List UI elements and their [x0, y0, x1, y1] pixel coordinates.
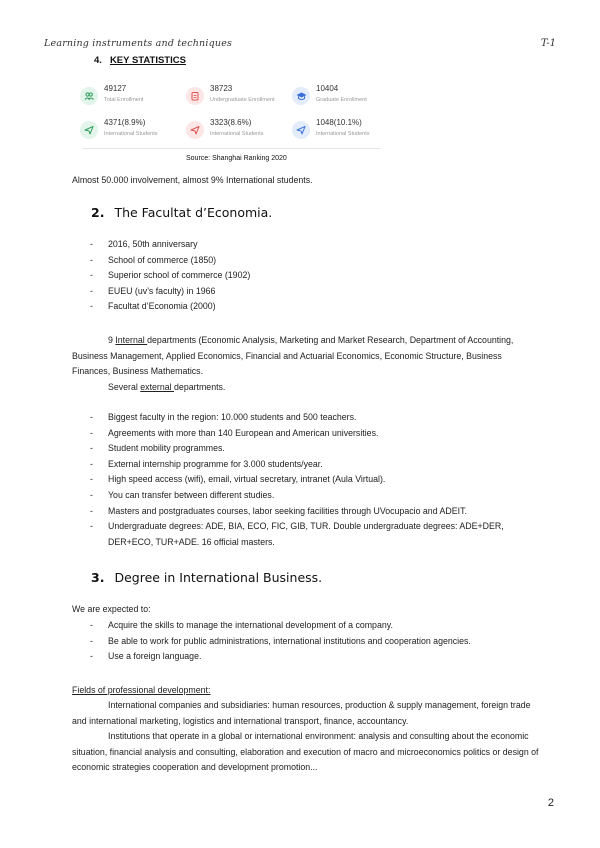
stat-value: 4371(8.9%)	[104, 118, 146, 127]
section-number: 2.	[91, 205, 105, 220]
faculty-history-list	[90, 237, 530, 315]
graduation-cap-icon	[292, 87, 310, 105]
external-departments	[108, 380, 225, 396]
list-item: - You can transfer between different studies.	[90, 488, 540, 504]
stat-label: Graduate Enrollment	[316, 97, 367, 103]
departments-list: departments (Economic Analysis, Marketing and Market Research, Department of Accounting, Business Management, Applied Economics, Financial and Actuarial Economics, Economic Structure, Business Finances, Business Mathematics.	[72, 335, 514, 377]
fields-heading: Fields of professional development:	[72, 685, 211, 695]
stats-source: Source: Shanghai Ranking 2020	[186, 155, 287, 162]
fields-paragraph-1: International companies and subsidiaries: human resources, production & supply management, foreign trade and international marketing, logistics and international transport, finance, accountancy.	[72, 700, 531, 726]
list-item: - Use a foreign language.	[90, 649, 540, 665]
stat-value: 38723	[210, 84, 233, 93]
users-icon	[80, 87, 98, 105]
list-item: - Be able to work for public administrations, international institutions and cooperation agencies.	[90, 634, 540, 650]
departments-paragraph	[72, 333, 534, 380]
section-title: The Facultat d’Economia.	[114, 205, 273, 220]
stat-label: International Students	[316, 131, 370, 137]
clipboard-icon	[186, 87, 204, 105]
list-item: - Student mobility programmes.	[90, 441, 540, 457]
key-statistics-panel	[80, 84, 380, 148]
external-word: external	[140, 382, 175, 392]
list-item: - Facultat d’Economia (2000)	[90, 299, 530, 315]
stat-value: 3323(8.6%)	[210, 118, 252, 127]
expectations-intro: We are expected to:	[72, 604, 151, 614]
plane-icon	[186, 121, 204, 139]
list-item: - 2016, 50th anniversary	[90, 237, 530, 253]
departments-count: 9	[108, 335, 116, 345]
external-prefix: Several	[108, 382, 141, 392]
section-title: Degree in International Business.	[114, 570, 323, 585]
section-3-heading	[91, 570, 322, 585]
stat-value: 49127	[104, 84, 127, 93]
key-statistics-heading	[94, 55, 186, 66]
running-header-code: T-1	[540, 38, 556, 49]
list-item: - Masters and postgraduates courses, labor seeking facilities through UVocupacio and ADEIT.	[90, 504, 540, 520]
stat-value: 10404	[316, 84, 339, 93]
plane-icon	[292, 121, 310, 139]
section-number: 3.	[91, 570, 105, 585]
list-item: - High speed access (wifi), email, virtual secretary, intranet (Aula Virtual).	[90, 472, 540, 488]
external-rest: departments.	[174, 382, 226, 392]
stat-label: Undergraduate Enrollment	[210, 97, 275, 103]
stat-label: International Students	[210, 131, 264, 137]
expectations-list	[90, 618, 540, 665]
list-item: - External internship programme for 3.000 students/year.	[90, 457, 540, 473]
section-number: 4.	[94, 55, 102, 66]
list-item: - Superior school of commerce (1902)	[90, 268, 530, 284]
list-item: - Undergraduate degrees: ADE, BIA, ECO, FIC, GIB, TUR. Double undergraduate degrees: ADE+DER, DER+ECO, TUR+ADE. 16 official masters.	[90, 519, 540, 550]
stat-label: International Students	[104, 131, 158, 137]
running-header-title: Learning instruments and techniques	[44, 38, 233, 49]
faculty-facts-list	[90, 410, 540, 550]
plane-icon	[80, 121, 98, 139]
internal-word: Internal	[115, 335, 148, 345]
section-title: KEY STATISTICS	[109, 55, 186, 66]
section-2-heading	[91, 205, 272, 220]
list-item: - Acquire the skills to manage the international development of a company.	[90, 618, 540, 634]
stat-label: Total Enrollment	[104, 97, 144, 103]
page-number: 2	[547, 797, 554, 809]
list-item: - Agreements with more than 140 European and American universities.	[90, 426, 540, 442]
stats-divider	[82, 148, 380, 149]
list-item: - EUEU (uv’s faculty) in 1966	[90, 284, 530, 300]
stat-value: 1048(10.1%)	[316, 118, 362, 127]
list-item: - School of commerce (1850)	[90, 253, 530, 269]
summary-text: Almost 50.000 involvement, almost 9% International students.	[72, 175, 313, 185]
list-item: - Biggest faculty in the region: 10.000 students and 500 teachers.	[90, 410, 540, 426]
fields-paragraph-2: Institutions that operate in a global or international environment: analysis and consulting about the economic situation, financial analysis and consulting, elaboration and execution of macro and microeconomics politics or design of economic strategies cooperation and development promotion...	[72, 731, 539, 773]
